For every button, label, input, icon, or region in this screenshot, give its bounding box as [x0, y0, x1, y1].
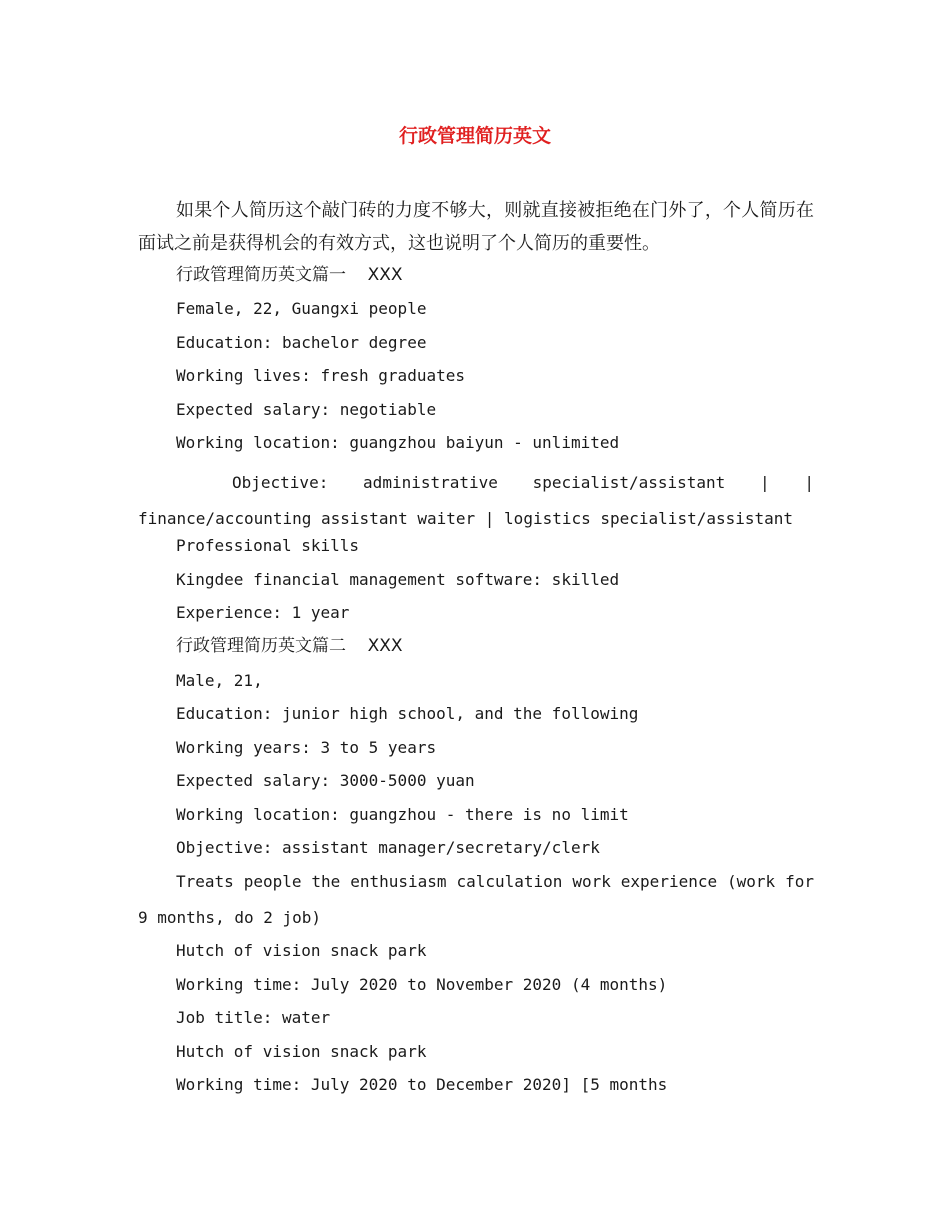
resume1-line: Professional skills — [176, 536, 360, 555]
resume2-line: Working location: guangzhou - there is no limit — [176, 805, 629, 824]
resume2-line: Job title: water — [176, 1008, 331, 1027]
resume1-heading: 行政管理简历英文篇一 XXX — [176, 265, 403, 285]
resume1-objective — [138, 465, 814, 537]
objective-part: Objective: — [232, 473, 329, 492]
objective-part: administrative — [363, 473, 498, 492]
resume2-heading: 行政管理简历英文篇二 XXX — [176, 636, 403, 656]
resume1-line: Kingdee financial management software: skilled — [176, 570, 620, 589]
resume1-line: Working location: guangzhou baiyun - unlimited — [176, 433, 620, 452]
resume2-line: Objective: assistant manager/secretary/clerk — [176, 838, 600, 857]
resume1-line: Working lives: fresh graduates — [176, 366, 465, 385]
document-title: 行政管理简历英文 — [398, 125, 551, 147]
resume2-line: Treats people the enthusiasm calculation work experience (work for 9 months, do 2 job) — [138, 872, 814, 927]
resume2-line: Male, 21, — [176, 671, 263, 690]
resume2-line: Hutch of vision snack park — [176, 941, 427, 960]
intro-paragraph: 如果个人简历这个敲门砖的力度不够大，则就直接被拒绝在门外了，个人简历在面试之前是获得机会的有效方式，这也说明了个人简历的重要性。 — [138, 200, 814, 254]
resume1-line: Education: bachelor degree — [176, 333, 427, 352]
resume2-line: Working time: July 2020 to November 2020 (4 months) — [176, 975, 668, 994]
objective-row: finance/accounting assistant waiter | logistics specialist/assistant — [138, 509, 794, 528]
objective-part: | — [804, 473, 814, 492]
resume2-line: Hutch of vision snack park — [176, 1042, 427, 1061]
resume2-line: Expected salary: 3000-5000 yuan — [176, 771, 475, 790]
resume1-line: Female, 22, Guangxi people — [176, 299, 427, 318]
resume1-line: Expected salary: negotiable — [176, 400, 437, 419]
resume2-line: Working years: 3 to 5 years — [176, 738, 437, 757]
objective-row — [138, 465, 814, 501]
objective-part: | — [760, 473, 770, 492]
resume2-line: Working time: July 2020 to December 2020] [5 months — [176, 1075, 668, 1094]
resume2-line: Education: junior high school, and the following — [176, 704, 639, 723]
resume1-line: Experience: 1 year — [176, 603, 350, 622]
objective-part: specialist/assistant — [532, 473, 726, 492]
